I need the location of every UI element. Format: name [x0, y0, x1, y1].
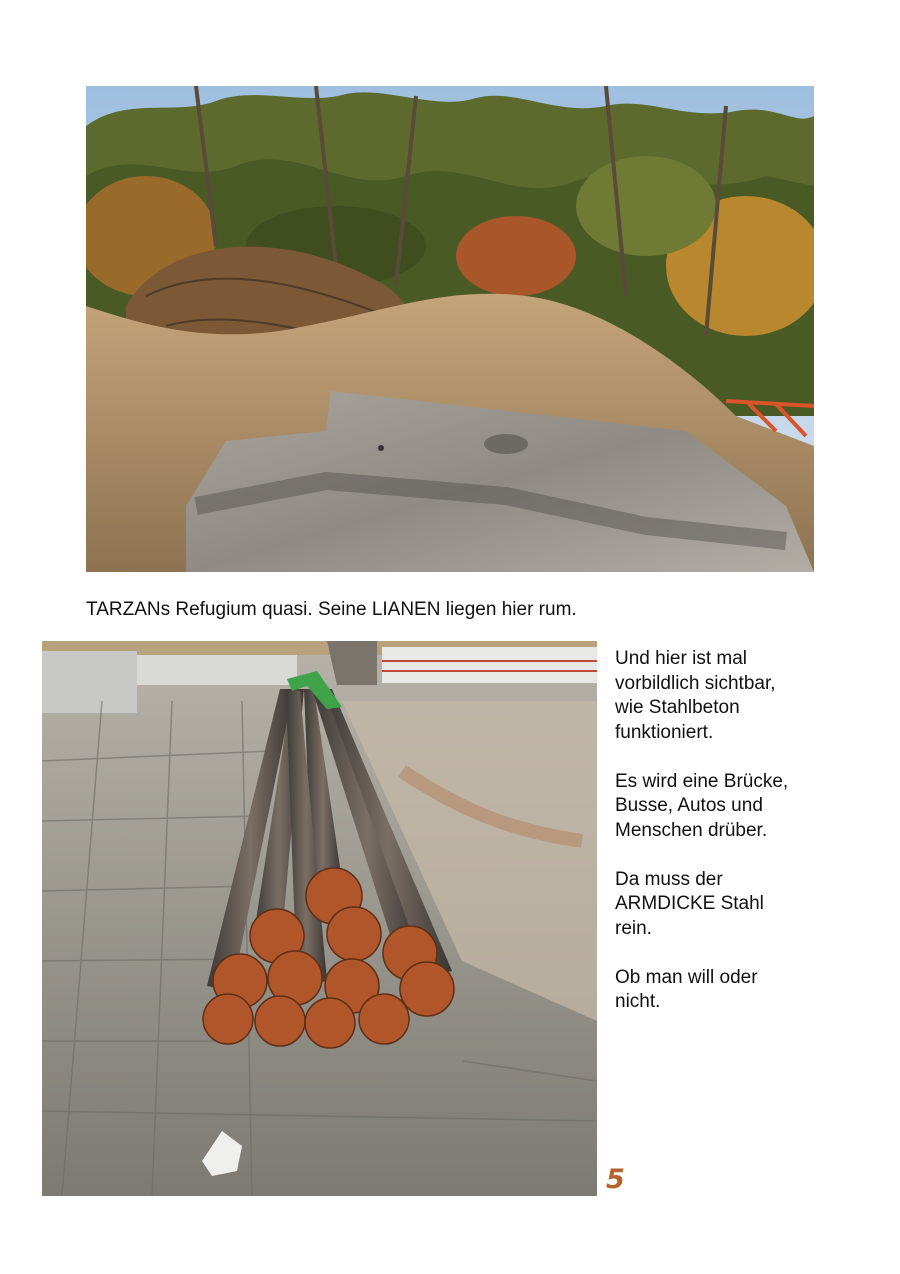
side-paragraph-1	[615, 647, 885, 745]
page-number: 5	[606, 1164, 625, 1195]
side-paragraph-3	[615, 868, 885, 942]
side-line: Es wird eine Brücke,	[615, 770, 789, 792]
side-line: wie Stahlbeton	[615, 697, 740, 718]
photo-rebar-bundle	[42, 641, 597, 1196]
photo-excavation-site	[86, 86, 814, 572]
side-paragraph-2	[615, 770, 885, 844]
side-line: funktioniert.	[615, 721, 714, 743]
side-line: nicht.	[615, 991, 661, 1012]
side-paragraph-4	[615, 966, 885, 1015]
side-line: Da muss der	[615, 868, 723, 890]
side-line: rein.	[615, 917, 652, 939]
side-line: Und hier ist mal	[615, 648, 747, 669]
side-line: vorbildlich sichtbar,	[615, 672, 776, 694]
side-text	[615, 647, 885, 1039]
side-line: ARMDICKE Stahl	[615, 893, 764, 914]
side-line: Busse, Autos und	[615, 795, 763, 816]
side-line: Menschen drüber.	[615, 819, 768, 841]
photo-caption: TARZANs Refugium quasi. Seine LIANEN liegen hier rum.	[86, 599, 577, 620]
side-line: Ob man will oder	[615, 966, 758, 988]
